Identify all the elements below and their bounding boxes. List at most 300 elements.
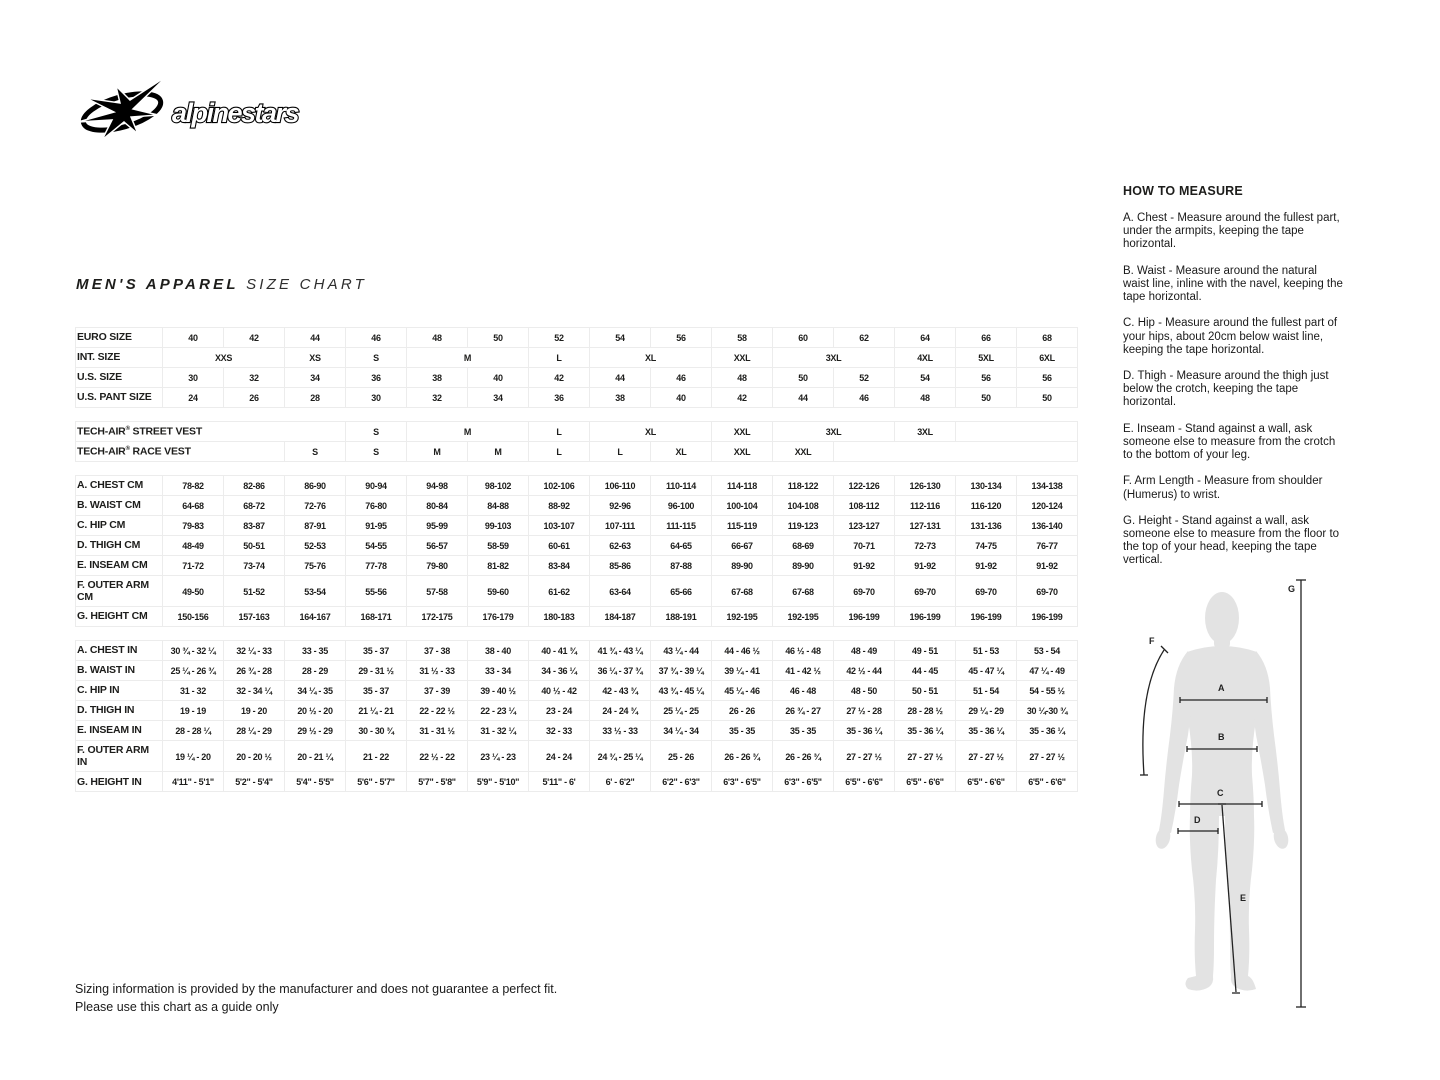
table-cell: 66-67 [712,536,773,556]
table-cell: 54 - 55 ½ [1017,681,1078,701]
table-cell: 32 [407,388,468,408]
table-cell: 41 - 42 ½ [773,661,834,681]
how-to-measure-panel [1123,184,1345,581]
table-cell: S [346,442,407,462]
table-cell: M [407,442,468,462]
table-cell: 52 [529,328,590,348]
table-cell: 35 - 36 ¼ [834,721,895,741]
table-cell: L [529,442,590,462]
table-row [76,442,1078,462]
table-cell: 6'2" - 6'3" [651,772,712,792]
table-cell: 54 [590,328,651,348]
table-cell: 51 - 54 [956,681,1017,701]
table-cell: XXL [773,442,834,462]
table-cell: 30 [346,388,407,408]
table-cell: 40 [468,368,529,388]
table-cell: 68-69 [773,536,834,556]
table-cell: 180-183 [529,607,590,627]
table-cell: 30 ¼-30 ¾ [1017,701,1078,721]
table-cell: 91-92 [895,556,956,576]
table-row [76,328,1078,348]
table-row [76,576,1078,607]
row-label: D. THIGH CM [76,536,163,556]
table-cell: 79-80 [407,556,468,576]
table-cell: XXL [712,422,773,442]
table-row [76,741,1078,772]
table-gap [76,627,1078,641]
table-cell: 71-72 [163,556,224,576]
table-cell: 77-78 [346,556,407,576]
table-cell: 69-70 [1017,576,1078,607]
table-cell: 58-59 [468,536,529,556]
table-cell: 111-115 [651,516,712,536]
table-cell: 36 ¼ - 37 ¾ [590,661,651,681]
table-cell: 26 ¾ - 27 [773,701,834,721]
table-cell: 196-199 [1017,607,1078,627]
table-cell: 64 [895,328,956,348]
table-cell: 69-70 [956,576,1017,607]
table-cell: 95-99 [407,516,468,536]
table-cell: 38 [407,368,468,388]
table-cell: 78-82 [163,476,224,496]
table-cell: 90-94 [346,476,407,496]
row-label: INT. SIZE [76,348,163,368]
table-cell: 46 [651,368,712,388]
table-cell: 164-167 [285,607,346,627]
table-cell: 63-64 [590,576,651,607]
table-cell: 46 - 48 [773,681,834,701]
table-cell: S [346,422,407,442]
table-cell: XS [285,348,346,368]
table-cell: 114-118 [712,476,773,496]
table-cell: 50 [773,368,834,388]
table-cell: 3XL [895,422,956,442]
table-cell: 59-60 [468,576,529,607]
table-cell: 83-84 [529,556,590,576]
table-cell: 88-92 [529,496,590,516]
figure-label-g: G [1288,584,1296,594]
table-cell: 44 [590,368,651,388]
table-cell: 54 [895,368,956,388]
table-cell [956,422,1078,442]
table-cell: 6'5" - 6'6" [895,772,956,792]
table-cell: 136-140 [1017,516,1078,536]
table-cell: 22 - 22 ½ [407,701,468,721]
table-cell: 50 - 51 [895,681,956,701]
table-cell: 61-62 [529,576,590,607]
table-cell: XXS [163,348,285,368]
table-cell: 52-53 [285,536,346,556]
table-cell: 3XL [773,348,895,368]
table-cell: 45 ¼ - 46 [712,681,773,701]
row-label: TECH-AIR® STREET VEST [76,422,346,442]
table-cell: 48-49 [163,536,224,556]
table-cell: 176-179 [468,607,529,627]
table-cell: 74-75 [956,536,1017,556]
table-cell: 81-82 [468,556,529,576]
table-cell: 60 [773,328,834,348]
table-cell: L [529,422,590,442]
table-cell: 53 - 54 [1017,641,1078,661]
table-cell: 43 ¼ - 44 [651,641,712,661]
table-cell: 42 - 43 ¾ [590,681,651,701]
table-gap-row [76,627,1078,641]
table-cell: 127-131 [895,516,956,536]
table-cell: 150-156 [163,607,224,627]
table-cell: 68 [1017,328,1078,348]
table-cell: 94-98 [407,476,468,496]
table-cell: 28 [285,388,346,408]
table-cell: 42 [224,328,285,348]
table-cell: 50 [956,388,1017,408]
table-cell: 19 ¼ - 20 [163,741,224,772]
table-cell: 73-74 [224,556,285,576]
table-cell: 98-102 [468,476,529,496]
table-cell: 23 - 24 [529,701,590,721]
table-cell: 20 ½ - 20 [285,701,346,721]
footer-disclaimer [75,980,557,1016]
table-cell: 36 [346,368,407,388]
table-cell: 188-191 [651,607,712,627]
table-cell: 85-86 [590,556,651,576]
table-cell: 50 [1017,388,1078,408]
table-cell: 34 [285,368,346,388]
table-cell: 134-138 [1017,476,1078,496]
table-cell: 6'5" - 6'6" [834,772,895,792]
table-cell: 86-90 [285,476,346,496]
measure-paragraph: E. Inseam - Stand against a wall, ask someone else to measure from the crotch to the bottom of your leg. [1123,422,1336,462]
table-cell: 39 ¼ - 41 [712,661,773,681]
figure-label-e: E [1240,893,1247,903]
table-cell: 196-199 [895,607,956,627]
table-cell: 50-51 [224,536,285,556]
table-cell: 40 ½ - 42 [529,681,590,701]
table-cell: 19 - 20 [224,701,285,721]
table-row [76,516,1078,536]
table-cell: 35 - 35 [712,721,773,741]
table-cell: 103-107 [529,516,590,536]
table-cell: 67-68 [773,576,834,607]
table-cell: 196-199 [834,607,895,627]
table-cell: 24 ¾ - 25 ¼ [590,741,651,772]
table-cell: 52 [834,368,895,388]
table-cell: 5'9" - 5'10" [468,772,529,792]
table-cell: 122-126 [834,476,895,496]
table-cell: M [407,348,529,368]
measure-paragraph: A. Chest - Measure around the fullest part, under the armpits, keeping the tape horizontal. [1123,212,1340,251]
page-title-sub: SIZE CHART [246,276,367,293]
table-cell: 35 - 36 ¼ [1017,721,1078,741]
table-cell: 6'5" - 6'6" [1017,772,1078,792]
measure-paragraph: F. Arm Length - Measure from shoulder (Humerus) to wrist. [1123,475,1323,501]
table-cell: 56 [956,368,1017,388]
table-cell: 34 [468,388,529,408]
row-label: B. WAIST CM [76,496,163,516]
table-cell: 28 - 28 ¼ [163,721,224,741]
table-cell: 64-65 [651,536,712,556]
table-cell: 32 - 34 ¼ [224,681,285,701]
table-cell: 56 [651,328,712,348]
table-row [76,536,1078,556]
table-cell: S [346,348,407,368]
row-label: TECH-AIR® RACE VEST [76,442,285,462]
table-cell: 130-134 [956,476,1017,496]
table-cell: 57-58 [407,576,468,607]
table-cell: 119-123 [773,516,834,536]
table-cell: 35 - 37 [346,641,407,661]
table-cell: 91-95 [346,516,407,536]
table-cell: 89-90 [773,556,834,576]
row-label: E. INSEAM CM [76,556,163,576]
table-cell: 41 ¾ - 43 ¼ [590,641,651,661]
table-cell: 87-91 [285,516,346,536]
table-cell: 22 - 23 ¼ [468,701,529,721]
table-cell: 43 ¾ - 45 ¼ [651,681,712,701]
table-cell: 44 - 45 [895,661,956,681]
row-label: D. THIGH IN [76,701,163,721]
table-cell: 28 - 29 [285,661,346,681]
table-cell: 5'4" - 5'5" [285,772,346,792]
table-cell: 30 [163,368,224,388]
table-cell: 27 - 27 ½ [834,741,895,772]
table-cell: 31 ½ - 33 [407,661,468,681]
table-row [76,422,1078,442]
table-cell: 21 ¼ - 21 [346,701,407,721]
table-cell: 42 [529,368,590,388]
table-cell: 48 [895,388,956,408]
table-cell: 25 - 26 [651,741,712,772]
table-cell: 6'5" - 6'6" [956,772,1017,792]
table-cell: 50 [468,328,529,348]
table-cell: 47 ¼ - 49 [1017,661,1078,681]
table-cell: 64-68 [163,496,224,516]
table-cell: 72-73 [895,536,956,556]
measure-paragraph: B. Waist - Measure around the natural waist line, inline with the navel, keeping the tape horizontal. [1123,264,1343,304]
table-cell: 68-72 [224,496,285,516]
figure-label-a: A [1218,683,1225,693]
table-cell: 37 - 39 [407,681,468,701]
measurement-figure [1130,570,1315,1045]
table-cell: 100-104 [712,496,773,516]
table-cell: 38 [590,388,651,408]
table-gap [76,408,1078,422]
row-label: A. CHEST CM [76,476,163,496]
table-cell: 6XL [1017,348,1078,368]
table-cell: 34 ¼ - 34 [651,721,712,741]
table-cell: 157-163 [224,607,285,627]
table-cell: M [468,442,529,462]
table-cell: 34 - 36 ¼ [529,661,590,681]
table-cell: 107-111 [590,516,651,536]
table-cell: 115-119 [712,516,773,536]
table-cell: 76-77 [1017,536,1078,556]
table-cell: 46 [346,328,407,348]
table-cell: XXL [712,348,773,368]
table-row [76,496,1078,516]
table-cell: 26 [224,388,285,408]
table-cell: 29 ½ - 29 [285,721,346,741]
table-cell: 23 ¼ - 23 [468,741,529,772]
star-icon [78,76,167,140]
table-cell: S [285,442,346,462]
table-cell: 96-100 [651,496,712,516]
measure-paragraph: D. Thigh - Measure around the thigh just below the crotch, keeping the tape horizontal. [1123,369,1329,409]
table-row [76,721,1078,741]
table-cell: 79-83 [163,516,224,536]
table-cell: 70-71 [834,536,895,556]
figure-label-d: D [1194,815,1201,825]
table-cell: XL [590,422,712,442]
table-row [76,607,1078,627]
table-cell: 56 [1017,368,1078,388]
table-cell: 60-61 [529,536,590,556]
how-to-measure-heading: HOW TO MEASURE [1123,184,1243,198]
table-cell: 42 [712,388,773,408]
table-cell: 28 ¼ - 29 [224,721,285,741]
table-cell: 110-114 [651,476,712,496]
table-cell: 27 - 27 ½ [895,741,956,772]
table-cell: XL [590,348,712,368]
table-cell: 33 - 35 [285,641,346,661]
table-row [76,701,1078,721]
table-row [76,476,1078,496]
table-cell: 48 - 49 [834,641,895,661]
table-cell: 67-68 [712,576,773,607]
table-cell: 48 - 50 [834,681,895,701]
table-cell: 62 [834,328,895,348]
table-cell: 131-136 [956,516,1017,536]
row-label: U.S. SIZE [76,368,163,388]
table-cell: 20 - 21 ¼ [285,741,346,772]
table-cell: 27 ½ - 28 [834,701,895,721]
table-cell: 83-87 [224,516,285,536]
table-cell: L [590,442,651,462]
disclaimer-line-2: Please use this chart as a guide only [75,1000,279,1015]
row-label: F. OUTER ARM CM [76,576,163,607]
table-cell: 87-88 [651,556,712,576]
table-cell: 35 - 37 [346,681,407,701]
table-cell: 66 [956,328,1017,348]
table-cell: 92-96 [590,496,651,516]
table-cell: 37 ¾ - 39 ¼ [651,661,712,681]
table-cell: 32 - 33 [529,721,590,741]
row-label: C. HIP IN [76,681,163,701]
row-label: G. HEIGHT IN [76,772,163,792]
table-cell: 192-195 [712,607,773,627]
table-cell: 35 - 36 ¼ [895,721,956,741]
figure-label-f: F [1149,636,1155,646]
table-cell: 32 ¼ - 33 [224,641,285,661]
table-cell: 120-124 [1017,496,1078,516]
table-cell: 46 [834,388,895,408]
table-row [76,641,1078,661]
table-cell: 5XL [956,348,1017,368]
table-cell: L [529,348,590,368]
table-cell: 21 - 22 [346,741,407,772]
table-cell: 48 [407,328,468,348]
table-cell: 40 [651,388,712,408]
table-cell: 168-171 [346,607,407,627]
table-cell: 24 - 24 ¾ [590,701,651,721]
table-cell: 5'6" - 5'7" [346,772,407,792]
table-cell: 91-92 [956,556,1017,576]
table-row [76,772,1078,792]
table-cell: 25 ¼ - 26 ¾ [163,661,224,681]
alpinestars-logo [70,74,370,142]
table-cell: 3XL [773,422,895,442]
table-cell: 22 ½ - 22 [407,741,468,772]
table-cell: XL [651,442,712,462]
table-row [76,348,1078,368]
table-cell: 123-127 [834,516,895,536]
table-cell: 24 [163,388,224,408]
table-cell: 72-76 [285,496,346,516]
table-gap-row [76,462,1078,476]
row-label: U.S. PANT SIZE [76,388,163,408]
table-cell: 35 - 36 ¼ [956,721,1017,741]
table-cell: 62-63 [590,536,651,556]
table-cell: 116-120 [956,496,1017,516]
table-cell: 76-80 [346,496,407,516]
table-cell: 44 [285,328,346,348]
table-cell: 30 ¾ - 32 ¼ [163,641,224,661]
table-cell: 35 - 35 [773,721,834,741]
figure-label-b: B [1218,732,1225,742]
table-cell: 30 - 30 ¾ [346,721,407,741]
table-cell: 40 - 41 ¾ [529,641,590,661]
table-cell: 89-90 [712,556,773,576]
table-row [76,368,1078,388]
table-cell: 49-50 [163,576,224,607]
table-cell: 28 - 28 ½ [895,701,956,721]
table-cell: 58 [712,328,773,348]
table-cell: 53-54 [285,576,346,607]
table-cell: 5'2" - 5'4" [224,772,285,792]
table-cell: 32 [224,368,285,388]
row-label: EURO SIZE [76,328,163,348]
table-cell: 99-103 [468,516,529,536]
table-cell: 26 - 26 [712,701,773,721]
table-cell: 26 - 26 ¾ [773,741,834,772]
row-label: B. WAIST IN [76,661,163,681]
table-cell: 69-70 [834,576,895,607]
table-cell: 31 - 32 [163,681,224,701]
table-cell: 112-116 [895,496,956,516]
table-cell [834,442,1078,462]
table-cell: 20 - 20 ½ [224,741,285,772]
figure-label-c: C [1217,788,1224,798]
logo-wordmark: alpinestars [172,98,299,128]
size-table [75,327,1078,792]
measure-paragraph: G. Height - Stand against a wall, ask someone else to measure from the floor to the top of your head, keeping the tape vertical. [1123,514,1340,567]
table-cell: 126-130 [895,476,956,496]
table-cell: 5'7" - 5'8" [407,772,468,792]
table-row [76,681,1078,701]
row-label: C. HIP CM [76,516,163,536]
table-cell: 108-112 [834,496,895,516]
table-cell: 31 - 32 ¼ [468,721,529,741]
table-cell: 91-92 [834,556,895,576]
table-row [76,556,1078,576]
table-cell: 106-110 [590,476,651,496]
table-gap [76,462,1078,476]
table-cell: 196-199 [956,607,1017,627]
table-cell: 6'3" - 6'5" [712,772,773,792]
table-cell: 6'3" - 6'5" [773,772,834,792]
table-cell: 118-122 [773,476,834,496]
table-cell: 69-70 [895,576,956,607]
table-cell: XXL [712,442,773,462]
